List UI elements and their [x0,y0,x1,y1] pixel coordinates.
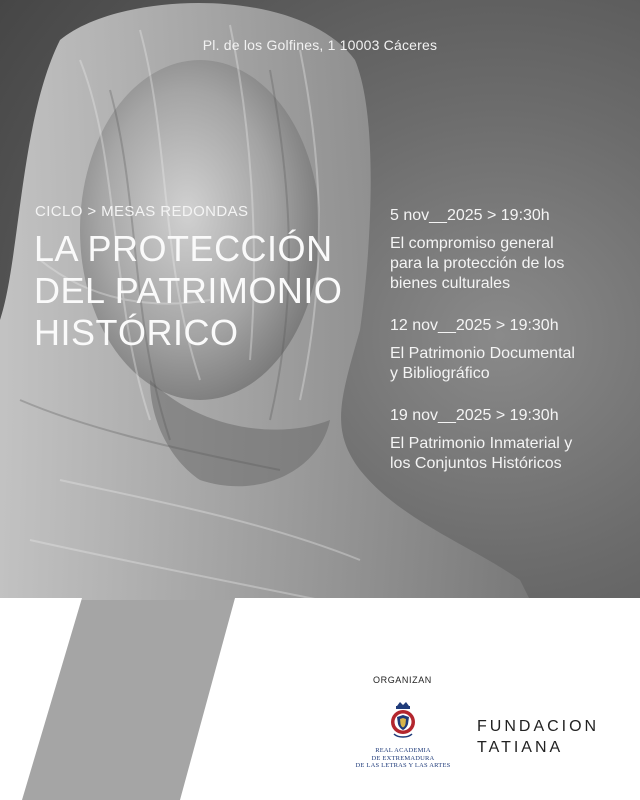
fundacion-tatiana-logo [477,716,599,758]
real-academia-logo [355,700,451,770]
series-label: CICLO > MESAS REDONDAS [35,203,249,220]
title-line: DEL PATRIMONIO [34,270,343,311]
fundacion-logo-line: TATIANA [477,739,564,756]
title-line: HISTÓRICO [34,312,239,353]
session-topic-line: los Conjuntos Históricos [390,455,562,472]
title-line: LA PROTECCIÓN [34,228,333,269]
academia-name-line: DE EXTREMADURA [371,754,435,762]
venue-address: Pl. de los Golfines, 1 10003 Cáceres [202,37,438,53]
fundacion-logo-line: FUNDACION [477,718,600,735]
session-date: 12 nov__2025 > 19:30h [390,317,559,334]
academia-name [355,747,451,770]
session-date: 19 nov__2025 > 19:30h [390,407,559,424]
session-date: 5 nov__2025 > 19:30h [390,207,550,224]
session-topic-line: El compromiso general [390,235,554,252]
organizers-label: ORGANIZAN [373,675,432,685]
academia-name-line: DE LAS LETRAS Y LAS ARTES [355,762,451,769]
session-topic-line: El Patrimonio Inmaterial y [390,435,573,452]
academia-name-line: REAL ACADEMIA [375,747,431,754]
session-topic-line: bienes culturales [390,275,511,292]
session-topic-line: y Bibliográfico [390,365,490,382]
coat-of-arms-icon [388,700,418,740]
session-topic-line: para la protección de los [390,255,565,272]
session-topic-line: El Patrimonio Documental [390,345,575,362]
